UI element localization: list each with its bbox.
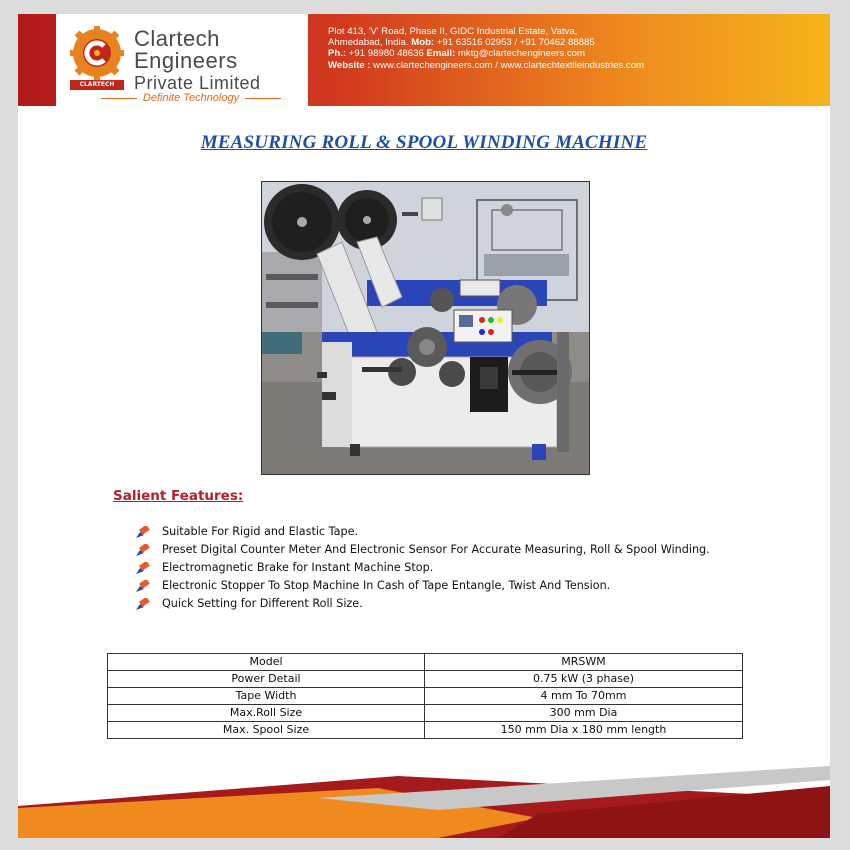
- company-tagline: Definite Technology: [76, 92, 306, 104]
- company-name-line3: Private Limited: [134, 73, 261, 93]
- city-text: Ahmedabad, India.: [328, 37, 409, 49]
- spec-value: MRSWM: [425, 654, 743, 671]
- pin-bullet-icon: [134, 598, 150, 611]
- table-row: [108, 654, 743, 671]
- features-heading: Salient Features:: [113, 488, 244, 504]
- contact-block: [328, 26, 823, 71]
- mobile-value: +91 63516 02953 / +91 70462 88885: [436, 37, 595, 49]
- table-row: [108, 705, 743, 722]
- feature-item: [134, 577, 764, 595]
- spec-value: 0.75 kW (3 phase): [425, 671, 743, 688]
- feature-item: [134, 541, 764, 559]
- phone-email-line: [328, 48, 823, 59]
- spec-table: [107, 653, 743, 739]
- pin-bullet-icon: [134, 562, 150, 575]
- machine-illustration: [262, 182, 589, 474]
- feature-item: [134, 523, 764, 541]
- address-line: Plot 413, 'V' Road, Phase II, GIDC Industrial Estate, Vatva,: [328, 26, 578, 37]
- phone-label: Ph.:: [328, 48, 347, 60]
- machine-photo: [261, 181, 590, 475]
- feature-text: Preset Digital Counter Meter And Electronic Sensor For Accurate Measuring, Roll & Spool Winding.: [162, 543, 710, 556]
- brochure-page: [18, 14, 830, 838]
- website-label: Website :: [328, 59, 371, 71]
- table-row: [108, 722, 743, 739]
- email-value: mktg@clartechengineers.com: [457, 48, 585, 60]
- website-value: www.clartechengineers.com / www.clartechtextileindustries.com: [373, 59, 645, 71]
- city-mobile-line: [328, 37, 823, 48]
- company-logo: [56, 14, 308, 106]
- company-name-line1: Clartech: [134, 26, 220, 51]
- spec-label: Model: [108, 654, 425, 671]
- feature-text: Quick Setting for Different Roll Size.: [162, 597, 363, 610]
- spec-label: Power Detail: [108, 671, 425, 688]
- footer-swoosh: [18, 758, 830, 838]
- feature-text: Electronic Stopper To Stop Machine In Cash of Tape Entangle, Twist And Tension.: [162, 579, 611, 592]
- feature-item: [134, 595, 764, 613]
- spec-label: Max. Spool Size: [108, 722, 425, 739]
- spec-value: 150 mm Dia x 180 mm length: [425, 722, 743, 739]
- table-row: [108, 688, 743, 705]
- table-row: [108, 671, 743, 688]
- email-label: Email:: [426, 48, 456, 60]
- spec-label: Tape Width: [108, 688, 425, 705]
- features-list: [134, 523, 764, 613]
- spec-value: 4 mm To 70mm: [425, 688, 743, 705]
- mobile-label: Mob:: [411, 37, 435, 49]
- gear-logo-icon: [70, 26, 124, 80]
- feature-item: [134, 559, 764, 577]
- company-name-line2: Engineers: [134, 48, 238, 73]
- pin-bullet-icon: [134, 526, 150, 539]
- logo-tag: CLARTECH: [70, 80, 124, 90]
- spec-value: 300 mm Dia: [425, 705, 743, 722]
- phone-value: +91 98980 48636: [348, 48, 424, 60]
- pin-bullet-icon: [134, 580, 150, 593]
- feature-text: Suitable For Rigid and Elastic Tape.: [162, 525, 359, 538]
- spec-label: Max.Roll Size: [108, 705, 425, 722]
- header-banner: [18, 14, 830, 106]
- pin-bullet-icon: [134, 544, 150, 557]
- website-line: [328, 60, 823, 71]
- feature-text: Electromagnetic Brake for Instant Machine Stop.: [162, 561, 434, 574]
- page-title: MEASURING ROLL & SPOOL WINDING MACHINE: [200, 132, 648, 153]
